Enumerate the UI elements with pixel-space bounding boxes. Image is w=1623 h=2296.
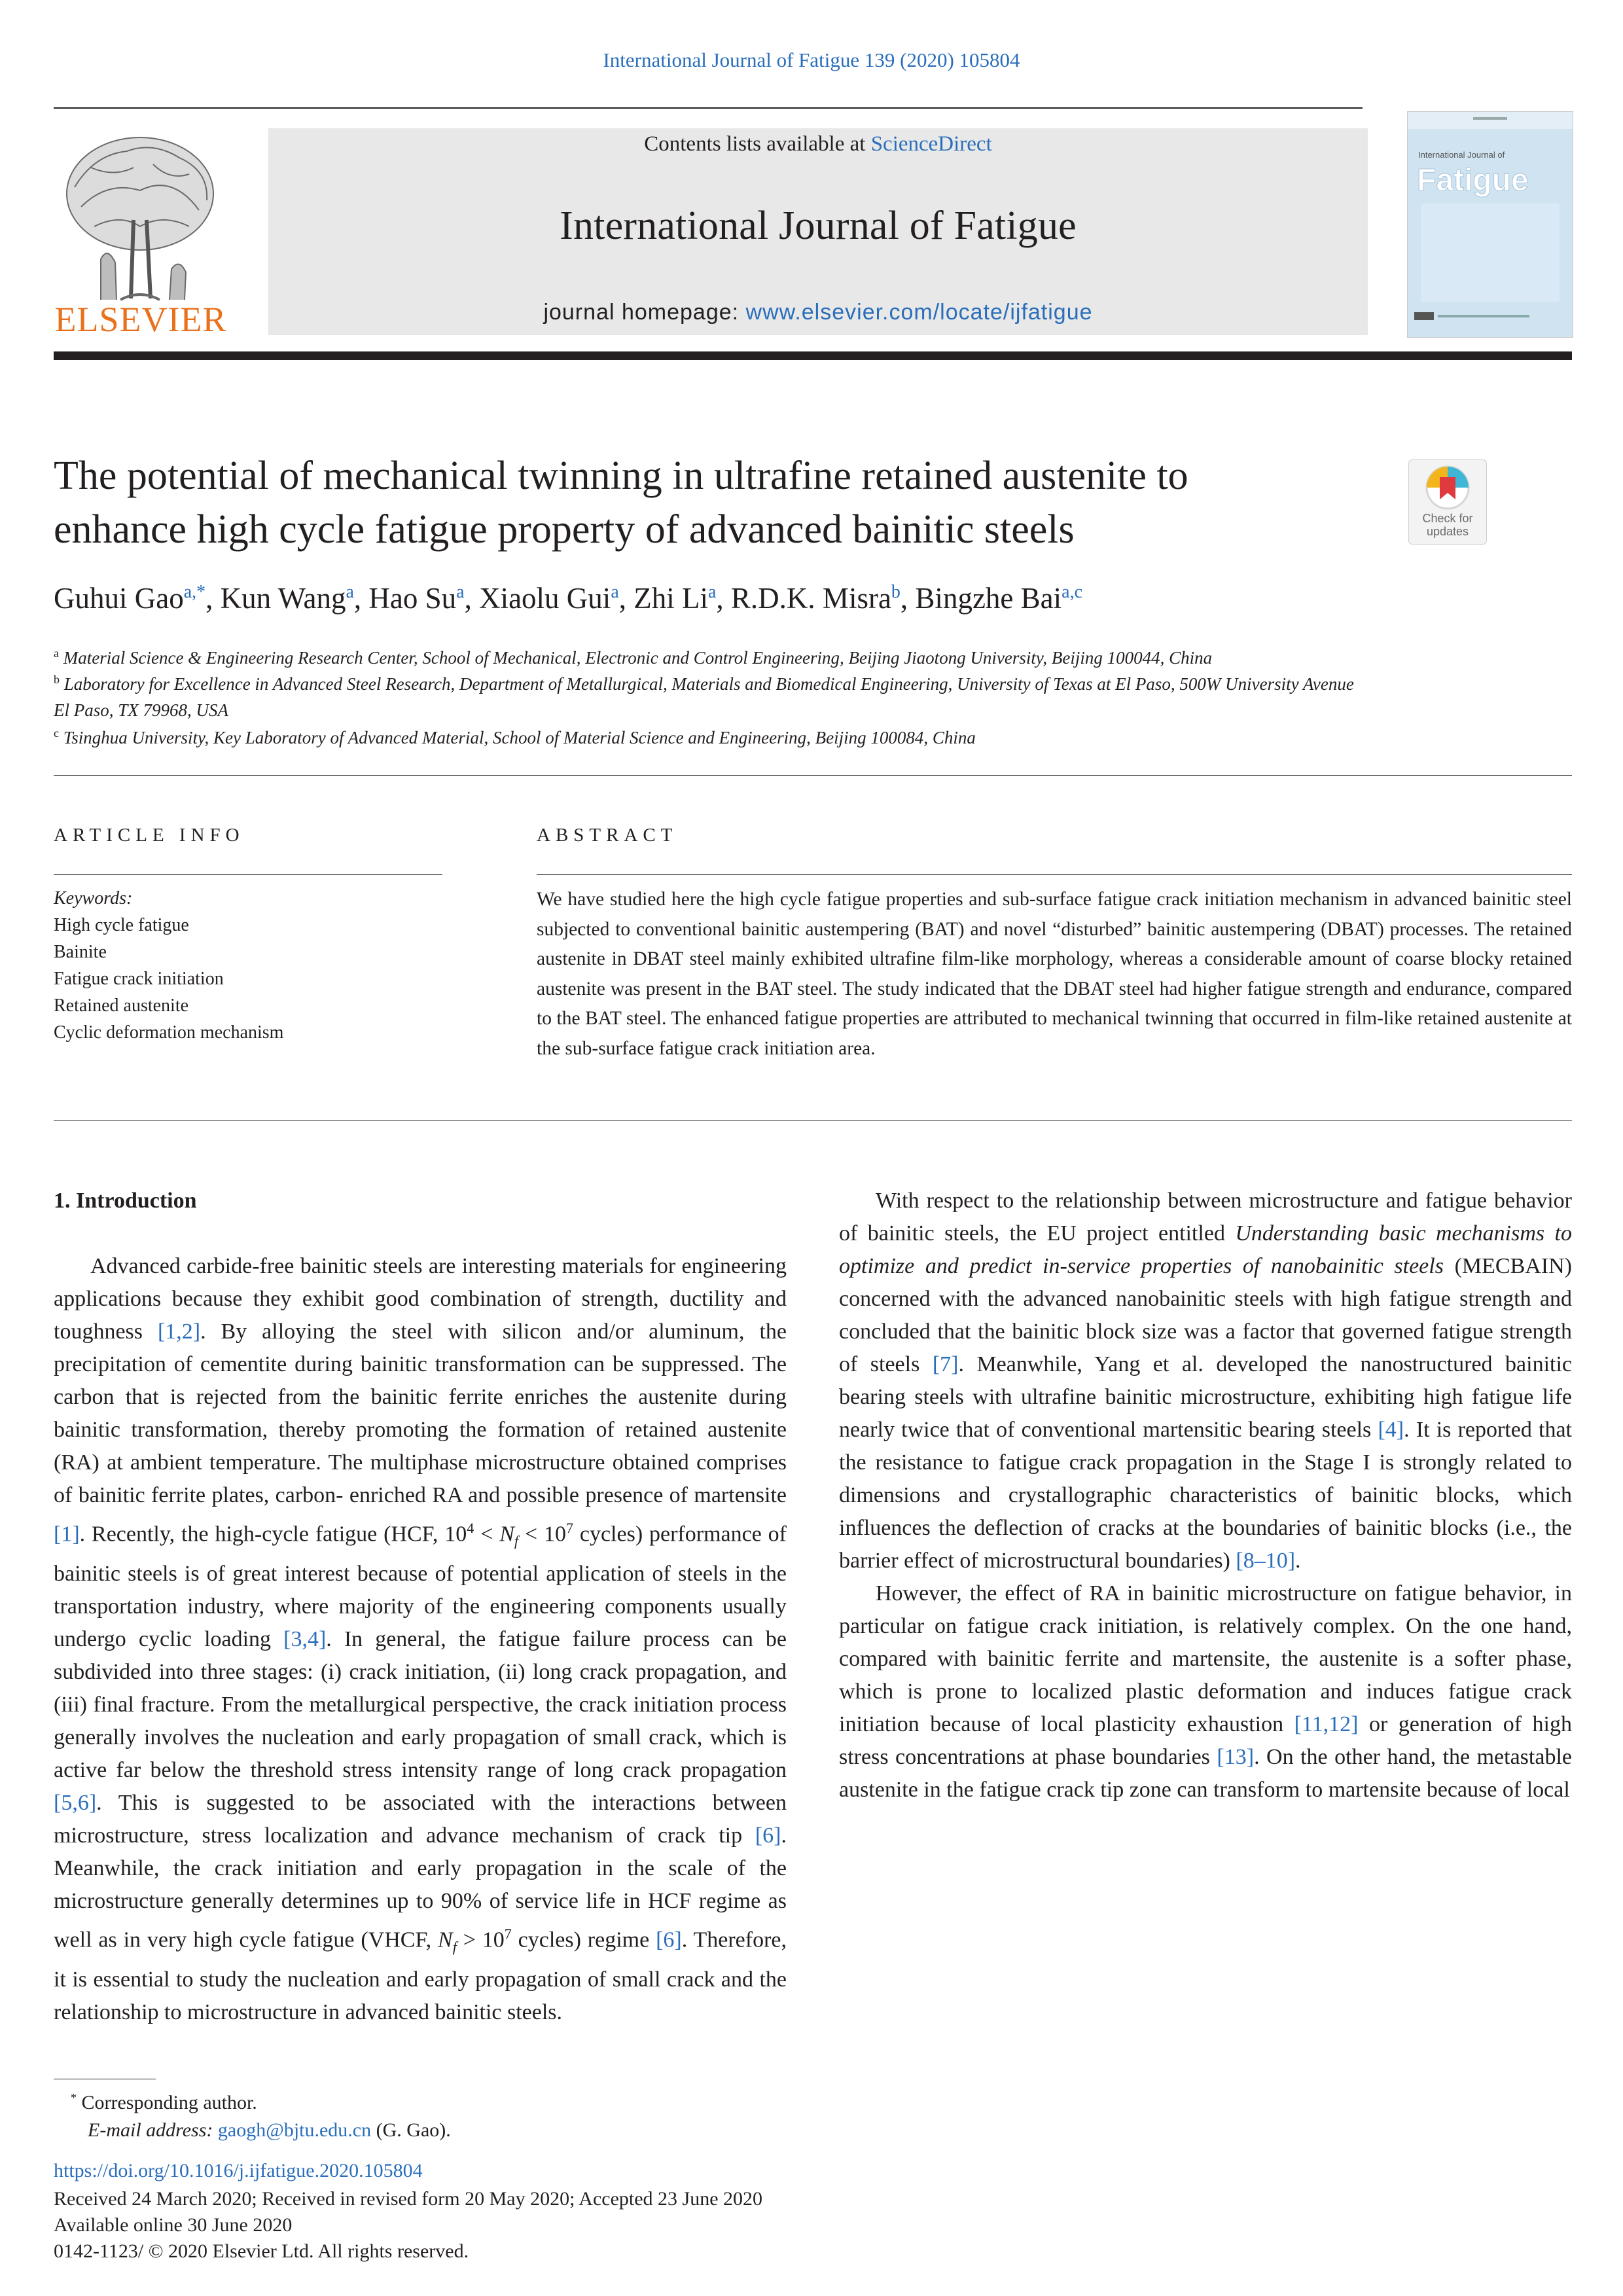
citation-link[interactable]: [3,4] — [283, 1627, 327, 1652]
exponent: 4 — [467, 1520, 474, 1536]
email-label: E-mail address: — [88, 2119, 218, 2141]
project-title: Understanding basic mechanisms to optimize and predict in-service properties of nanobainitic steels — [839, 1221, 1572, 1278]
citation-link[interactable]: [1] — [54, 1522, 80, 1547]
affiliation-text: Tsinghua University, Key Laboratory of Advanced Material, School of Material Science and Engineering, Beijing 100084, China — [63, 728, 976, 747]
abstract-heading: ABSTRACT — [537, 825, 678, 846]
keyword-item: High cycle fatigue — [54, 915, 189, 935]
journal-homepage — [268, 300, 1368, 325]
author-separator: , — [900, 582, 916, 615]
body-text: or generation of high stress concentrations at phase boundaries — [839, 1712, 1573, 1769]
publisher-logo — [55, 128, 226, 338]
author-affiliation-mark[interactable]: b — [891, 582, 901, 602]
sciencedirect-link[interactable]: ScienceDirect — [870, 132, 992, 156]
elsevier-tree-icon — [55, 128, 226, 338]
keyword-item: Bainite — [54, 942, 107, 962]
body-text: . By alloying the steel with silicon and/or aluminum, the precipitation of cementite during bainitic transformation can be suppressed. The carbon that is rejected from the bainitic ferrite enriches the austenite during bainitic transformation, thereby promoting the formation of retained austenite (RA) at ambient temperature. The multiphase microstructure obtained comprises of bainitic ferrite plates, carbon- enriched RA and possible presence of martensite — [54, 1319, 787, 1507]
body-paragraph-3 — [839, 1577, 1572, 1806]
author-affiliation-mark[interactable]: a,c — [1061, 582, 1082, 602]
article-title-line-2: enhance high cycle fatigue property of advanced bainitic steels — [54, 507, 1075, 552]
author-name: Hao Su — [368, 582, 457, 615]
author-name: Zhi Li — [633, 582, 708, 615]
math-operator: < 10 — [518, 1522, 566, 1547]
email-suffix: (G. Gao). — [371, 2119, 451, 2141]
body-column-right — [839, 1185, 1572, 1806]
body-text: . It is reported that the resistance to fatigue crack propagation in the Stage I is strongly related to dimensions and crystallographic characteristics of bainitic blocks, which influences the deflection of cracks at the boundaries of bainitic blocks (i.e., the barrier effect of microstructural boundaries) — [839, 1418, 1572, 1573]
affiliation-divider — [54, 775, 1572, 776]
author-name: Guhui Gao — [54, 582, 184, 615]
affiliation-mark: c — [54, 726, 59, 740]
body-column-left — [54, 1185, 787, 2029]
author-separator: , — [205, 582, 221, 615]
author-separator: , — [716, 582, 731, 615]
email-note — [71, 2117, 451, 2144]
author[interactable] — [731, 582, 901, 615]
author-name: Xiaolu Gui — [479, 582, 611, 615]
affiliation-text: Laboratory for Excellence in Advanced Steel Research, Department of Metallurgical, Materials and Biomedical Engineering, University of Texas at El Paso, 500W University Avenue El Paso, TX 79968, USA — [54, 674, 1354, 720]
math-subscript: f — [452, 1939, 457, 1956]
article-title — [54, 449, 1363, 556]
doi-link[interactable]: https://doi.org/10.1016/j.ijfatigue.2020.105804 — [54, 2160, 423, 2181]
body-paragraph-1 — [54, 1250, 787, 2029]
body-text: However, the effect of RA in bainitic microstructure on fatigue behavior, in particular on fatigue crack initiation, is relatively complex. On the one hand, compared with bainitic ferrite and martensite, the austenite is a softer phase, which is prone to localized plastic deformation and induces fatigue crack initiation because of local plasticity exhaustion — [839, 1581, 1572, 1736]
publication-history — [54, 2186, 762, 2265]
body-text: . In general, the fatigue failure process can be subdivided into three stages: (i) crack initiation, (ii) long crack propagation, and (iii) final fracture. From the metallurgical perspective, the crack initiation process generally involves the nucleation and early propagation of small crack, which is active far below the threshold stress intensity range of long crack propagation — [54, 1627, 787, 1783]
body-text: With respect to the relationship between microstructure and fatigue behavior of bainitic steels, the EU project entitled — [839, 1189, 1572, 1246]
article-info-divider — [54, 874, 442, 875]
footnote-star: * — [71, 2091, 77, 2104]
footnotes — [71, 2084, 451, 2144]
exponent: 7 — [504, 1926, 512, 1943]
math-operator: < — [474, 1522, 500, 1547]
article-title-line-1: The potential of mechanical twinning in ultrafine retained austenite to — [54, 454, 1188, 498]
email-link[interactable]: gaogh@bjtu.edu.cn — [217, 2119, 372, 2141]
author[interactable] — [915, 582, 1082, 615]
math-symbol: N — [438, 1928, 453, 1952]
citation-link[interactable]: [11,12] — [1294, 1712, 1359, 1736]
citation-link[interactable]: [4] — [1378, 1418, 1404, 1442]
citation-link[interactable]: [13] — [1217, 1745, 1255, 1769]
received-dates: Received 24 March 2020; Received in revised form 20 May 2020; Accepted 23 June 2020 — [54, 2188, 763, 2210]
author-affiliation-mark[interactable]: a — [346, 582, 354, 602]
keywords-label: Keywords: — [54, 888, 133, 908]
citation-link[interactable]: [1,2] — [157, 1319, 201, 1344]
keyword-item: Cyclic deformation mechanism — [54, 1022, 284, 1043]
available-online: Available online 30 June 2020 — [54, 2214, 293, 2236]
keywords-block — [54, 885, 442, 1046]
exponent: 7 — [565, 1520, 573, 1536]
author-affiliation-mark[interactable]: a,* — [183, 582, 206, 602]
math-symbol: N — [499, 1522, 514, 1547]
author-name: Bingzhe Bai — [915, 582, 1062, 615]
article-info-heading: ARTICLE INFO — [54, 825, 245, 846]
journal-banner — [268, 128, 1368, 335]
body-text: . Therefore, it is essential to study the nucleation and early propagation of small crack and the relationship to microstructure in advanced bainitic steels. — [54, 1928, 787, 2025]
journal-cover-image — [1408, 112, 1573, 337]
author-list — [54, 581, 1082, 615]
cover-journal-big: Fatigue — [1417, 163, 1529, 198]
abstract-divider — [537, 874, 1572, 875]
keyword-item: Retained austenite — [54, 996, 189, 1016]
citation-link[interactable]: [6] — [755, 1823, 781, 1848]
journal-cover-thumbnail[interactable] — [1407, 111, 1573, 338]
body-text: Advanced carbide-free bainitic steels are interesting materials for engineering applications because they exhibit good combination of strength, ductility and toughness — [54, 1254, 787, 1344]
homepage-link[interactable]: www.elsevier.com/locate/ijfatigue — [745, 300, 1093, 325]
author[interactable] — [221, 582, 354, 615]
crossmark-line-2: updates — [1426, 525, 1469, 538]
citation-link[interactable]: [7] — [932, 1352, 959, 1376]
author[interactable] — [368, 582, 464, 615]
header-thick-divider — [54, 351, 1572, 360]
body-text: cycles) regime — [511, 1928, 656, 1952]
author-affiliation-mark[interactable]: a — [611, 582, 619, 602]
check-for-updates-button[interactable] — [1408, 459, 1487, 545]
author-separator: , — [464, 582, 480, 615]
author-separator: , — [618, 582, 634, 615]
top-divider — [54, 107, 1363, 109]
body-text: . Recently, the high-cycle fatigue (HCF, 10 — [79, 1522, 467, 1547]
body-text: (MECBAIN) concerned with the advanced nanobainitic steels with high fatigue strength and concluded that the bainitic block size was a factor that governed fatigue strength of steels — [839, 1254, 1572, 1376]
affiliation-mark: a — [54, 647, 59, 660]
copyright-line: 0142-1123/ © 2020 Elsevier Ltd. All rights reserved. — [54, 2240, 469, 2262]
author[interactable] — [479, 582, 619, 615]
affiliation-c — [54, 720, 1363, 751]
keyword-item: Fatigue crack initiation — [54, 969, 224, 989]
body-text: . This is suggested to be associated with the interactions between microstructure, stress localization and advance mechanism of crack tip — [54, 1791, 787, 1848]
contents-prefix: Contents lists available at — [644, 132, 871, 156]
citation-link[interactable]: [8–10] — [1236, 1549, 1296, 1573]
body-text: . — [1295, 1549, 1301, 1573]
affiliation-text: Material Science & Engineering Research Center, School of Mechanical, Electronic and Control Engineering, Beijing Jiaotong University, Beijing 100044, China — [63, 648, 1213, 668]
body-text: . Meanwhile, the crack initiation and early propagation in the scale of the microstructure generally determines up to 90% of service life in HCF regime as well as in very high cycle fatigue (VHCF, — [54, 1823, 787, 1952]
cover-journal-small: International Journal of — [1418, 150, 1505, 160]
corresponding-author-note — [71, 2084, 451, 2117]
body-text: . On the other hand, the metastable austenite in the fatigue crack tip zone can transform to martensite because of local — [839, 1745, 1572, 1802]
author[interactable] — [54, 582, 205, 615]
crossmark-icon — [1409, 460, 1486, 544]
journal-citation[interactable]: International Journal of Fatigue 139 (2020) 105804 — [603, 48, 1020, 71]
abstract-text: We have studied here the high cycle fatigue properties and sub-surface fatigue crack initiation mechanism in advanced bainitic steel subjected to conventional bainitic austempering (BAT) and novel “disturbed” bainitic austempering (DBAT) processes. The retained austenite in DBAT steel mainly exhibited ultrafine film-like morphology, whereas a considerable amount of coarse blocky retained austenite was present in the BAT steel. The study indicated that the DBAT steel had higher fatigue strength and endurance, compared to the BAT steel. The enhanced fatigue properties are attributed to mechanical twinning that occurred in film-like retained austenite at the sub-surface fatigue crack initiation area. — [537, 889, 1572, 1059]
author-affiliation-mark[interactable]: a — [707, 582, 717, 602]
affiliation-b — [54, 666, 1363, 723]
author-separator: , — [353, 582, 369, 615]
citation-link[interactable]: [5,6] — [54, 1791, 97, 1816]
contents-availability — [268, 132, 1368, 156]
corresponding-label: Corresponding author. — [81, 2092, 257, 2113]
author[interactable] — [633, 582, 716, 615]
author-name: R.D.K. Misra — [730, 582, 891, 615]
author-name: Kun Wang — [220, 582, 346, 615]
math-operator: > 10 — [456, 1928, 505, 1952]
body-paragraph-2 — [839, 1185, 1572, 1577]
body-text: cycles) performance of bainitic steels is of great interest because of potential application of steels in the transportation industry, where majority of the engineering components usually undergo cyclic loading — [54, 1522, 787, 1652]
math-subscript: f — [514, 1533, 519, 1550]
crossmark-line-1: Check for — [1422, 512, 1473, 525]
section-heading-introduction: 1. Introduction — [54, 1189, 197, 1213]
body-text: . Meanwhile, Yang et al. developed the nanostructured bainitic bearing steels with ultrafine bainitic microstructure, exhibiting high fatigue life nearly twice that of conventional martensitic bearing steels — [839, 1352, 1572, 1442]
homepage-prefix: journal homepage: — [543, 300, 746, 325]
elsevier-wordmark: ELSEVIER — [55, 300, 226, 338]
author-affiliation-mark[interactable]: a — [456, 582, 465, 602]
citation-link[interactable]: [6] — [656, 1928, 682, 1952]
affiliation-mark: b — [54, 673, 60, 686]
journal-title: International Journal of Fatigue — [560, 204, 1077, 248]
